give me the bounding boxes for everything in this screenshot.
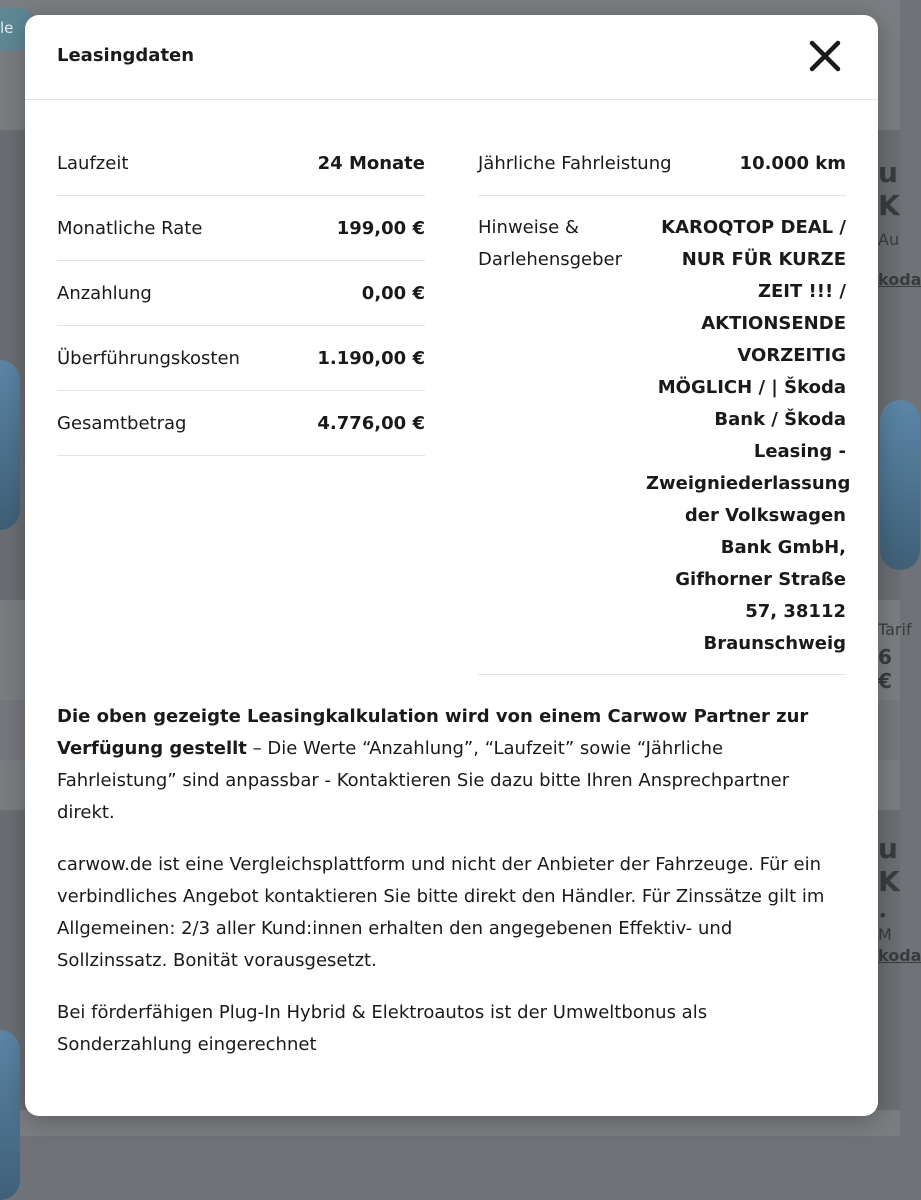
leasing-details-left [57, 131, 425, 456]
partner-disclaimer-text: – Die Werte “Anzahlung”, “Laufzeit” sowie “Jährliche Fahrleistung” sind anpassbar - Kontaktieren Sie dazu bitte Ihren Ansprechpartner direkt. [57, 738, 790, 823]
detail-value: 0,00 € [361, 283, 425, 304]
detail-label: Gesamtbetrag [57, 413, 187, 434]
background-car-image [0, 1030, 20, 1200]
detail-label: Anzahlung [57, 283, 152, 304]
leasing-details-right [478, 131, 851, 675]
detail-value: 199,00 € [336, 218, 425, 239]
detail-row-hinweise [478, 196, 851, 675]
close-button[interactable] [808, 39, 842, 73]
close-icon [808, 39, 842, 73]
partner-disclaimer-bold: Die oben gezeigte Leasingkalkulation wird von einem Carwow Partner zur Verfügung gestellt [57, 706, 809, 759]
detail-label: Laufzeit [57, 153, 129, 174]
modal-footnotes [57, 701, 847, 1081]
detail-row-jaehrliche-fahrleistung [478, 131, 846, 196]
detail-value: 10.000 km [739, 153, 846, 174]
detail-label: Hinweise & Darlehensgeber [478, 217, 623, 270]
detail-row-ueberfuehrungskosten [57, 326, 425, 391]
detail-label: Monatliche Rate [57, 218, 203, 239]
background-text: • M [878, 906, 892, 944]
detail-row-gesamtbetrag [57, 391, 425, 456]
modal-header [25, 15, 878, 100]
background-text: Tarif [878, 620, 912, 639]
detail-value: KAROQTOP DEAL / NUR FÜR KURZE ZEIT !!! / AKTIONSENDE VORZEITIG MÖGLICH / | Škoda Bank / Škoda Leasing - Zweigniederlassung der Volkswagen Bank GmbH, Gifhorner Straße 57, 38112 Braunschweig [646, 217, 851, 654]
background-car-image [0, 360, 20, 530]
detail-label: Jährliche Fahrleistung [478, 153, 672, 174]
detail-label: Überführungskosten [57, 348, 240, 369]
background-text: 6 € [878, 645, 892, 693]
detail-value: 4.776,00 € [317, 413, 425, 434]
background-link: koda [878, 946, 921, 965]
detail-value: 1.190,00 € [317, 348, 425, 369]
detail-row-laufzeit [57, 131, 425, 196]
background-text: Au [878, 230, 900, 249]
background-link: koda [878, 270, 921, 289]
partner-disclaimer [57, 701, 847, 829]
modal-title: Leasingdaten [57, 45, 195, 66]
bonus-note: Bei förderfähigen Plug-In Hybrid & Elektroautos ist der Umweltbonus als Sonderzahlung eingerechnet [57, 1002, 708, 1055]
background-tab: le [0, 8, 30, 50]
background-text: u K [878, 156, 900, 222]
detail-row-anzahlung [57, 261, 425, 326]
platform-note: carwow.de ist eine Vergleichsplattform und nicht der Anbieter der Fahrzeuge. Für ein verbindliches Angebot kontaktieren Sie bitte direkt den Händler. Für Zinssätze gilt im Allgemeinen: 2/3 aller Kund:innen erhalten den angegebenen Effektiv- und Sollzinssatz. Bonität vorausgesetzt. [57, 854, 825, 971]
background-car-image [880, 400, 920, 570]
detail-value: 24 Monate [317, 153, 425, 174]
detail-row-monatliche-rate [57, 196, 425, 261]
background-text: u K [878, 832, 900, 898]
leasing-modal [25, 15, 878, 1116]
